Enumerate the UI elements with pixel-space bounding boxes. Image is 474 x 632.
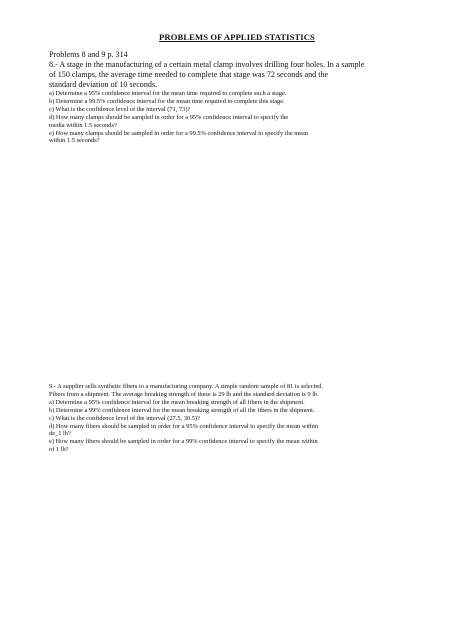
problem-9-block — [49, 383, 389, 454]
problem-9-question-a: a) Determine a 95% confidence interval for the mean breaking strength of all fibers in the shipment. — [49, 398, 305, 406]
problem-8-question-d-cont: media within 1.5 seconds? — [49, 121, 117, 129]
problem-9-question-c: c) What is the confidence level of the interval (27.5, 30.5)? — [49, 414, 200, 422]
problem-9-intro-line: 9.- A supplier sells synthetic fibers to a manufacturing company. A simple random sample of 81 is selected. — [49, 383, 323, 390]
problem-9-question-d-cont: de_1 lb? — [49, 430, 71, 438]
problem-8-question-c: c) What is the confidence level of the interval (71, 73)? — [49, 105, 191, 113]
problem-9-question-d: d) How many fibers should be sampled in order for a 95% confidence interval to specify the mean within — [49, 422, 319, 430]
problem-8-question-b: b) Determine a 99.5% confidence interval for the mean time required to complete this stage. — [49, 97, 285, 105]
problem-header: Problems 8 and 9 p. 314 — [49, 50, 128, 59]
problem-8-block — [49, 50, 389, 145]
problem-8-question-d: d) How many clamps should be sampled in order for a 95% confidence interval to specify the — [49, 113, 289, 121]
problem-8-intro-line: standard deviation of 10 seconds. — [49, 80, 158, 89]
problem-9-question-e-cont: of 1 lb? — [49, 446, 69, 454]
page-title: PROBLEMS OF APPLIED STATISTICS — [159, 32, 315, 42]
problem-8-intro-line: of 150 clamps, the average time needed to complete that stage was 72 seconds and the — [49, 70, 329, 79]
problem-8-question-e: e) How many clamps should be sampled in order for a 99.5% confidence interval to specify the mean — [49, 129, 309, 137]
problem-9-question-b: b) Determine a 99% confidence interval for the mean breaking strength of all the fibers in the shipment. — [49, 406, 315, 414]
problem-8-intro-line: 8.- A stage in the manufacturing of a certain metal clamp involves drilling four holes. In a sample — [49, 60, 365, 69]
problem-9-intro-line: Fibers from a shipment. The average breaking strength of these is 29 lb and the standard deviation is 9 lb. — [49, 390, 319, 398]
problem-8-question-e-cont: within 1.5 seconds? — [49, 137, 100, 145]
problem-8-question-a: a) Determine a 95% confidence interval for the mean time required to complete such a stage. — [49, 90, 287, 97]
problem-9-question-e: e) How many fibers should be sampled in order for a 99% confidence interval to specify the mean within — [49, 438, 318, 446]
